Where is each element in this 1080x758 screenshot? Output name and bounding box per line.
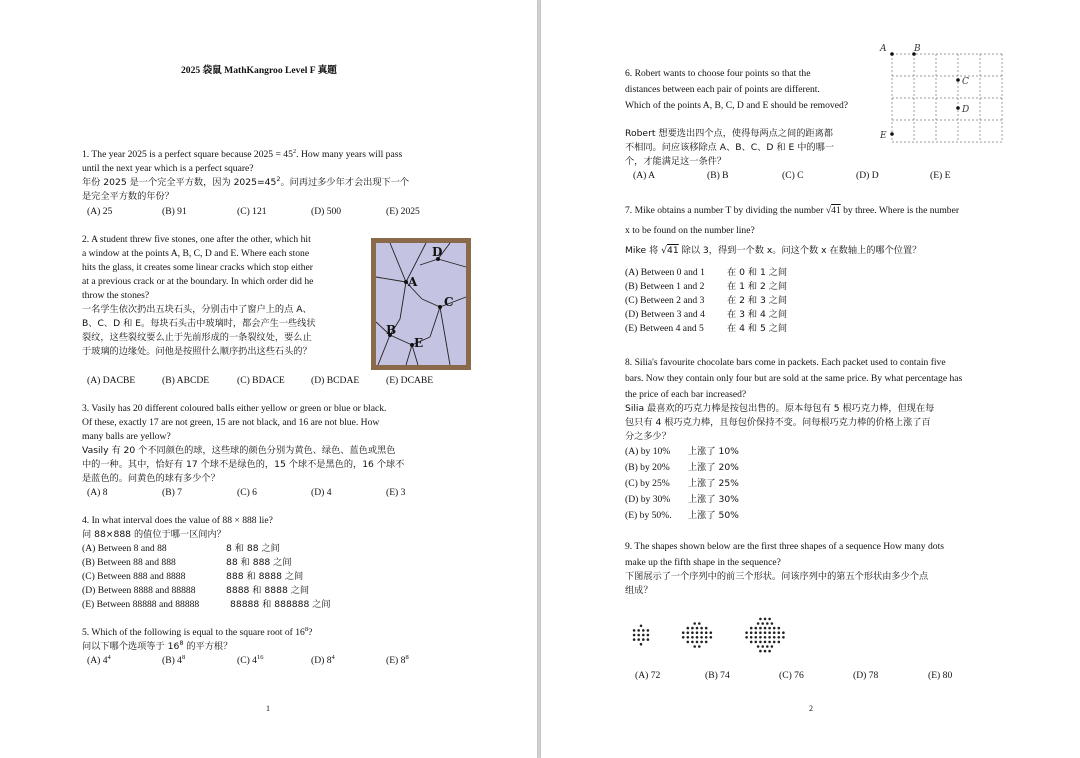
sequence-dot <box>647 634 650 637</box>
q2-option-c: (C) BDACE <box>237 375 285 386</box>
question-1 <box>82 148 409 204</box>
sequence-dot <box>698 645 701 648</box>
sequence-dot <box>773 641 776 644</box>
q7-text-cn: Mike 将 √41 除以 3，得到一个数 x。问这个数 x 在数轴上的哪个位置？ <box>625 245 922 256</box>
q5-text-cn: 问以下哪个选项等于 $16^8$ 的平方根？ <box>82 638 233 652</box>
q2-text-cn-4: 于玻璃的边缘处。问他是按照什么顺序扔出这些石头的？ <box>82 346 312 357</box>
sequence-dot <box>700 636 703 639</box>
dotted-grid <box>892 54 1002 142</box>
grid-label-a: A <box>880 44 887 54</box>
q8-option-a: (A) by 10% <box>625 446 671 457</box>
q3-text-cn-3: 是蓝色的。问黄色的球有多少个？ <box>82 473 220 484</box>
label-e: E <box>414 336 424 350</box>
sequence-dot <box>782 636 785 639</box>
q3-text-cn-1: Vasily 有 20 个不同颜色的球，这些球的颜色分别为黄色、绿色、蓝色或黑色 <box>82 445 396 456</box>
sequence-dot <box>761 622 764 625</box>
q6-option-e: (E) E <box>930 170 951 181</box>
sequence-dot <box>642 629 645 632</box>
sequence-dot <box>696 631 699 634</box>
q1-text-cn-2: 是完全平方数的年份？ <box>82 191 174 202</box>
sequence-dot <box>768 618 771 621</box>
question-2 <box>82 233 316 359</box>
sequence-dot <box>761 645 764 648</box>
q6-text-en-2: distances between each pair of points are different. <box>625 84 820 95</box>
sequence-dot <box>705 627 708 630</box>
q8-text-cn-2: 包只有 4 根巧克力棒，且每包价保持不变。问每根巧克力棒的价格上涨了百 <box>625 417 931 428</box>
q3-option-d: (D) 4 <box>311 487 332 498</box>
sequence-dot <box>647 638 650 641</box>
sequence-dot <box>759 641 762 644</box>
q7-option-d: (D) Between 3 and 4 <box>625 309 705 320</box>
sequence-dot <box>764 631 767 634</box>
sequence-dot <box>640 625 643 628</box>
q7-option-b-cn: 在 1 和 2 之间 <box>727 281 788 292</box>
q8-options-en <box>625 445 672 525</box>
question-3 <box>82 402 404 486</box>
q6-text-en-1: 6. Robert wants to choose four points so that the <box>625 68 811 79</box>
q8-option-b-cn: 上涨了 20% <box>688 462 739 473</box>
grid-label-d: D <box>962 105 970 115</box>
question-4 <box>82 514 273 542</box>
document-page-1 <box>0 0 537 758</box>
sequence-dot <box>773 636 776 639</box>
q4-option-a: (A) Between 8 and 88 <box>82 543 167 554</box>
sequence-dot <box>750 631 753 634</box>
q6-text-cn-1: Robert 想要选出四个点，使得每两点之间的距离都 <box>625 128 833 139</box>
q8-option-d: (D) by 30% <box>625 494 671 505</box>
sequence-dot <box>778 641 781 644</box>
q9-option-b: (B) 74 <box>705 670 730 681</box>
q7-options-en <box>625 266 705 336</box>
sequence-dot <box>647 629 650 632</box>
q9-text-cn-2: 组成？ <box>625 585 653 596</box>
q8-option-b: (B) by 20% <box>625 462 670 473</box>
page-number-1: 1 <box>266 704 270 713</box>
sequence-dot <box>759 650 762 653</box>
q3-option-b: (B) 7 <box>162 487 182 498</box>
grid-label-b: B <box>914 44 921 54</box>
sequence-dot <box>698 622 701 625</box>
document-title: 2025 袋鼠 MathKangroo Level F 真题 <box>181 65 337 76</box>
sequence-dot <box>778 636 781 639</box>
sequence-dot <box>696 636 699 639</box>
q2-text-en-2: a window at the points A, B, C, D and E. Where each stone <box>82 248 310 259</box>
q7-text-en-1: 7. Mike obtains a number T by dividing the number √41 by three. Where is the number <box>625 205 960 216</box>
sequence-dot <box>757 645 760 648</box>
q5-option-b: (B) $4^8$ <box>162 653 186 666</box>
q7-option-e: (E) Between 4 and 5 <box>625 323 704 334</box>
q7-option-a: (A) Between 0 and 1 <box>625 267 705 278</box>
sequence-dot <box>764 641 767 644</box>
q4-option-e-cn: 88888 和 888888 之间 <box>230 599 331 610</box>
q9-option-c: (C) 76 <box>779 670 804 681</box>
sequence-dot <box>757 622 760 625</box>
sequence-dot <box>759 631 762 634</box>
grid-label-e: E <box>880 131 887 141</box>
q6-text-cn-3: 个，才能满足这一条件？ <box>625 156 727 167</box>
sequence-dot <box>637 638 640 641</box>
sequence-dot <box>759 618 762 621</box>
sequence-dot <box>768 641 771 644</box>
q1-text-en-2: until the next year which is a perfect square? <box>82 163 254 174</box>
q4-options-cn <box>226 542 331 612</box>
sequence-dot <box>642 638 645 641</box>
q4-option-d-cn: 8888 和 8888 之间 <box>226 585 310 596</box>
sequence-dot <box>759 636 762 639</box>
sequence-dot <box>773 627 776 630</box>
q4-option-b: (B) Between 88 and 888 <box>82 557 176 568</box>
sequence-dot <box>764 627 767 630</box>
sequence-dot <box>700 641 703 644</box>
q9-option-d: (D) 78 <box>853 670 879 681</box>
question-9 <box>625 540 944 598</box>
q2-text-cn-3: 裂纹，这些裂纹要么止于先前形成的一条裂纹处，要么止 <box>82 332 312 343</box>
q5-option-e: (E) $8^8$ <box>386 653 409 666</box>
sequence-dot <box>750 641 753 644</box>
question-6 <box>625 67 848 113</box>
sequence-dot <box>759 627 762 630</box>
sequence-dot <box>768 631 771 634</box>
q3-option-a: (A) 8 <box>87 487 108 498</box>
q6-option-a: (A) A <box>633 170 656 181</box>
q7-option-d-cn: 在 3 和 4 之间 <box>727 309 788 320</box>
sequence-dot <box>773 631 776 634</box>
q2-option-e: (E) DCABE <box>386 375 434 386</box>
q5-option-a: (A) $4^4$ <box>87 653 111 666</box>
sequence-dot <box>778 631 781 634</box>
q8-text-cn-1: Silia 最喜欢的巧克力棒是按包出售的。原本每包有 5 根巧克力棒，但现在每 <box>625 403 935 414</box>
q6-grid-figure <box>876 40 1008 148</box>
sequence-dot <box>633 629 636 632</box>
sequence-dot <box>782 631 785 634</box>
q9-dot-sequence-figure <box>625 608 805 668</box>
sequence-dot <box>633 634 636 637</box>
q4-option-c: (C) Between 888 and 8888 <box>82 571 186 582</box>
q2-option-a: (A) DACBE <box>87 375 136 386</box>
sequence-dot <box>755 631 758 634</box>
q7-option-a-cn: 在 0 和 1 之间 <box>727 267 788 278</box>
q5-text-en: 5. Which of the following is equal to the square root of $16^8$? <box>82 625 313 638</box>
sequence-dot <box>687 641 690 644</box>
document-page-2 <box>541 0 1080 758</box>
q8-option-d-cn: 上涨了 30% <box>688 494 739 505</box>
sequence-dot <box>755 641 758 644</box>
q7-option-e-cn: 在 4 和 5 之间 <box>727 323 788 334</box>
sequence-dot <box>750 627 753 630</box>
q2-text-cn-1: 一名学生依次扔出五块石头，分别击中了窗户上的点 A、 <box>82 304 312 315</box>
sequence-dot <box>705 641 708 644</box>
q7-option-c-cn: 在 2 和 3 之间 <box>727 295 788 306</box>
q1-option-a: (A) 25 <box>87 206 113 217</box>
sequence-dot <box>764 636 767 639</box>
q8-option-a-cn: 上涨了 10% <box>688 446 739 457</box>
sequence-dot <box>691 641 694 644</box>
sequence-dot <box>682 631 685 634</box>
sequence-dot <box>693 622 696 625</box>
sequence-dot <box>691 636 694 639</box>
label-c: C <box>444 295 454 309</box>
sequence-dot <box>768 650 771 653</box>
sequence-dot <box>750 636 753 639</box>
sequence-dot <box>768 627 771 630</box>
q9-option-a: (A) 72 <box>635 670 661 681</box>
sequence-dot <box>691 627 694 630</box>
q6-text-cn-2: 不相同。问应该移除点 A、B、C、D 和 E 中的哪一 <box>625 142 834 153</box>
q4-option-b-cn: 88 和 888 之间 <box>226 557 292 568</box>
q9-text-en-1: 9. The shapes shown below are the first three shapes of a sequence How many dots <box>625 541 944 552</box>
q7-options-cn <box>727 266 787 336</box>
q3-text-en-2: Of these, exactly 17 are not green, 15 are not black, and 16 are not blue. How <box>82 417 380 428</box>
sequence-dot <box>682 636 685 639</box>
sequence-dot <box>778 627 781 630</box>
question-5 <box>82 626 312 654</box>
sequence-dot <box>755 627 758 630</box>
sequence-dot <box>687 636 690 639</box>
q4-option-d: (D) Between 8888 and 88888 <box>82 585 196 596</box>
q1-option-e: (E) 2025 <box>386 206 420 217</box>
sequence-dot <box>637 629 640 632</box>
q2-text-en-1: 2. A student threw five stones, one after the other, which hit <box>82 234 311 245</box>
q3-text-en-3: many balls are yellow? <box>82 431 171 442</box>
q1-text-cn-1: 年份 2025 是一个完全平方数，因为 $2025=45^2$。问再过多少年才会出现下一个 <box>82 174 410 188</box>
sequence-dot <box>687 627 690 630</box>
q3-text-en-1: 3. Vasily has 20 different coloured balls either yellow or green or blue or black. <box>82 403 387 414</box>
q1-option-b: (B) 91 <box>162 206 187 217</box>
question-7 <box>625 204 959 258</box>
q6-text-cn <box>625 127 834 169</box>
sequence-dot <box>696 641 699 644</box>
q9-option-e: (E) 80 <box>928 670 953 681</box>
q7-option-c: (C) Between 2 and 3 <box>625 295 705 306</box>
sequence-dot <box>705 631 708 634</box>
sequence-dot <box>768 636 771 639</box>
q4-option-a-cn: 8 和 88 之间 <box>226 543 280 554</box>
question-8 <box>625 356 962 444</box>
q8-option-c: (C) by 25% <box>625 478 670 489</box>
q8-text-cn-3: 分之多少？ <box>625 431 671 442</box>
q6-option-d: (D) D <box>856 170 879 181</box>
sequence-dot <box>696 627 699 630</box>
dot-shape-2 <box>682 622 712 648</box>
grid-points <box>890 52 960 136</box>
grid-label-c: C <box>962 77 969 87</box>
q7-option-b: (B) Between 1 and 2 <box>625 281 705 292</box>
q1-option-c: (C) 121 <box>237 206 267 217</box>
q3-text-cn-2: 中的一种。其中，恰好有 17 个球不是绿色的，15 个球不是黑色的，16 个球不 <box>82 459 405 470</box>
q4-text-en: 4. In what interval does the value of 88 × 888 lie? <box>82 515 273 526</box>
q8-text-en-3: the price of each bar increased? <box>625 389 747 400</box>
q2-option-d: (D) BCDAE <box>311 375 360 386</box>
sequence-dot <box>700 631 703 634</box>
q2-text-en-3: hits the glass, it creates some linear cracks which stop either <box>82 262 313 273</box>
sequence-dot <box>766 622 769 625</box>
label-b: B <box>386 323 397 337</box>
sequence-dot <box>687 631 690 634</box>
q2-text-en-5: throw the stones? <box>82 290 150 301</box>
sequence-dot <box>771 622 774 625</box>
sequence-dot <box>710 636 713 639</box>
label-a: A <box>408 275 418 289</box>
sequence-dot <box>642 634 645 637</box>
sequence-dot <box>755 636 758 639</box>
q8-options-cn <box>688 445 739 525</box>
sequence-dot <box>633 638 636 641</box>
sequence-dot <box>745 636 748 639</box>
sequence-dot <box>705 636 708 639</box>
q2-option-b: (B) ABCDE <box>162 375 210 386</box>
sequence-dot <box>691 631 694 634</box>
sequence-dot <box>766 645 769 648</box>
q9-text-en-2: make up the fifth shape in the sequence? <box>625 557 781 568</box>
sequence-dot <box>640 643 643 646</box>
cracked-window-figure <box>370 237 472 371</box>
q2-text-en-4: at a previous crack or at the boundary. In which order did he <box>82 276 314 287</box>
q5-option-c: (C) $4^{16}$ <box>237 653 264 666</box>
sequence-dot <box>700 627 703 630</box>
sequence-dot <box>745 631 748 634</box>
q4-text-cn: 问 88×888 的值位于哪一区间内？ <box>82 529 226 540</box>
q4-option-c-cn: 888 和 8888 之间 <box>226 571 304 582</box>
q3-option-e: (E) 3 <box>386 487 406 498</box>
dot-shape-3 <box>745 618 784 653</box>
q8-option-e-cn: 上涨了 50% <box>688 510 739 521</box>
q8-text-en-1: 8. Silia's favourite chocolate bars come in packets. Each packet used to contain five <box>625 357 946 368</box>
page-number-2: 2 <box>809 704 813 713</box>
q9-text-cn-1: 下图展示了一个序列中的前三个形状。问该序列中的第五个形状由多少个点 <box>625 571 929 582</box>
sequence-dot <box>710 631 713 634</box>
sequence-dot <box>764 650 767 653</box>
dot-shape-1 <box>633 625 649 646</box>
q4-option-e: (E) Between 88888 and 88888 <box>82 599 200 610</box>
q3-option-c: (C) 6 <box>237 487 257 498</box>
q8-option-c-cn: 上涨了 25% <box>688 478 739 489</box>
q1-option-d: (D) 500 <box>311 206 342 217</box>
q1-text-en-1: 1. The year 2025 is a perfect square because $2025 = 45^2$. How many years will pass <box>82 147 403 160</box>
sequence-dot <box>637 634 640 637</box>
q2-text-cn-2: B、C、D 和 E。每块石头击中玻璃时，都会产生一些线状 <box>82 318 316 329</box>
q8-option-e: (E) by 50%. <box>625 510 672 521</box>
label-d: D <box>432 245 443 259</box>
q6-option-b: (B) B <box>707 170 729 181</box>
q7-text-en-2: x to be found on the number line? <box>625 225 755 236</box>
q4-options-en <box>82 542 199 612</box>
sequence-dot <box>771 645 774 648</box>
sequence-dot <box>764 618 767 621</box>
q8-text-en-2: bars. Now they contain only four but are sold at the same price. By what percentage has <box>625 373 963 384</box>
q6-option-c: (C) C <box>782 170 804 181</box>
q5-option-d: (D) $8^4$ <box>311 653 335 666</box>
q6-text-en-3: Which of the points A, B, C, D and E should be removed? <box>625 100 849 111</box>
sequence-dot <box>693 645 696 648</box>
